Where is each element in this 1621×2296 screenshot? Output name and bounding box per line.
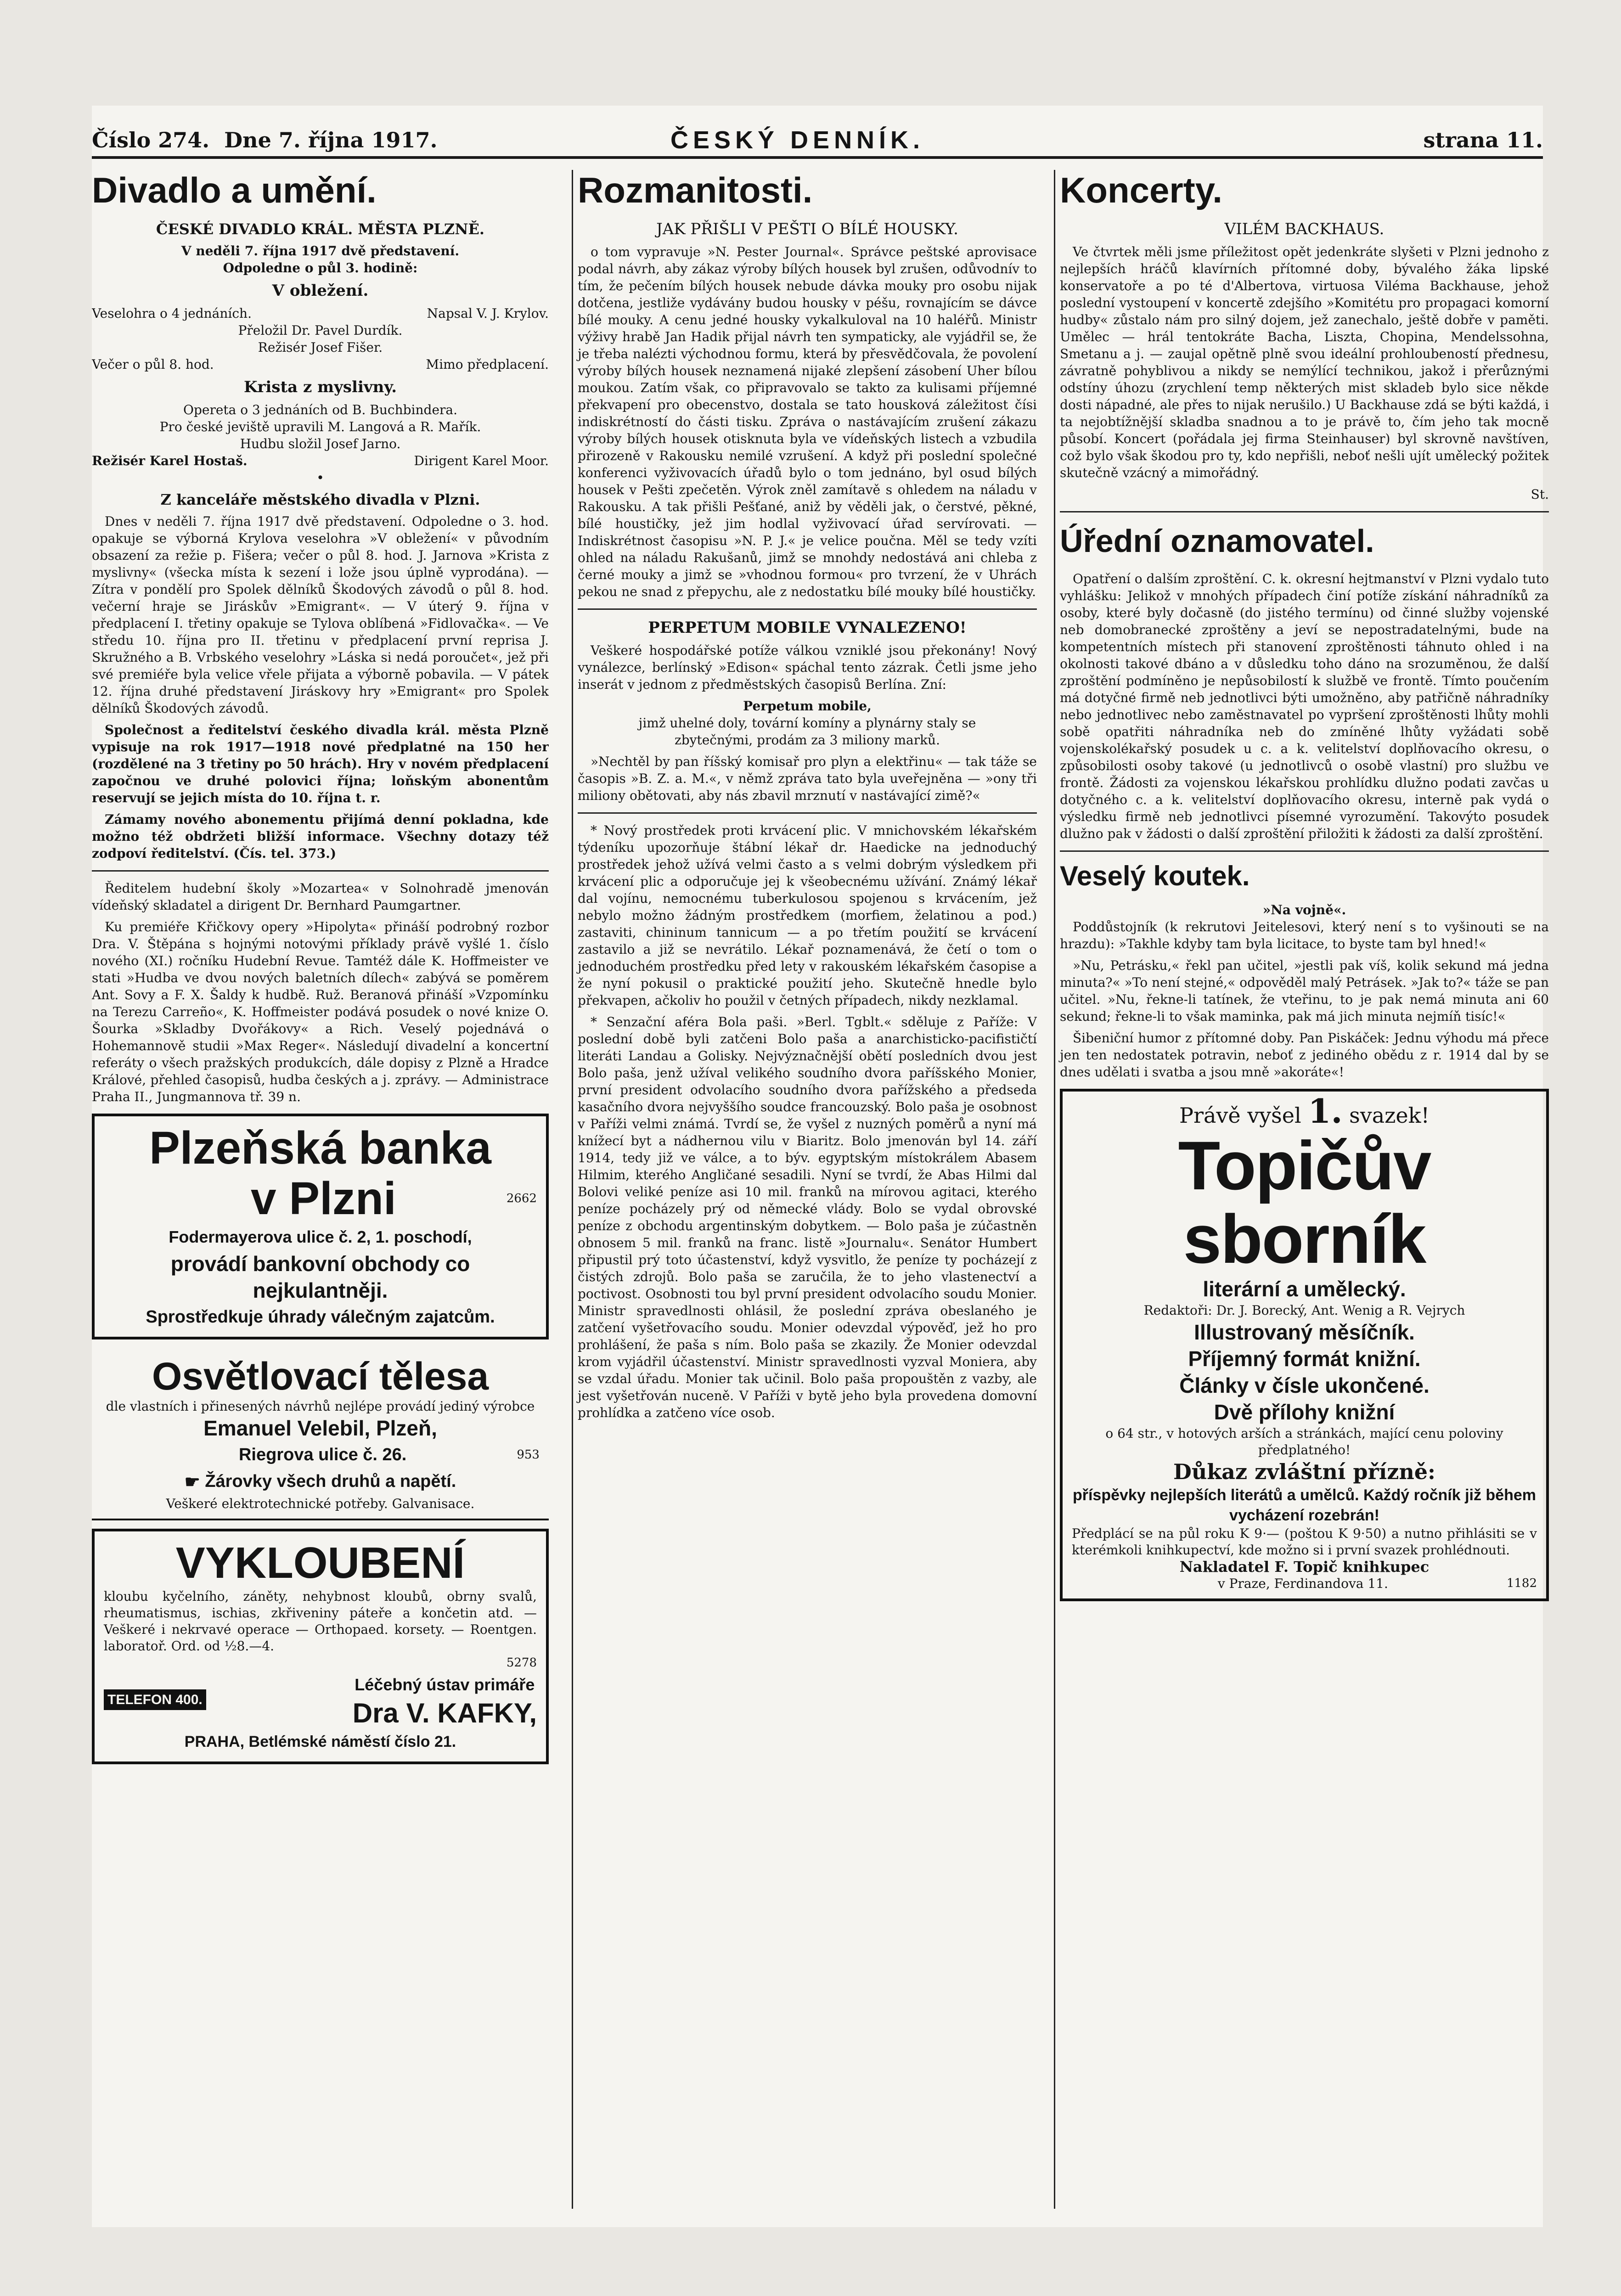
- afternoon-line: Odpoledne o půl 3. hodině:: [223, 260, 418, 276]
- ad-topic-bullet1: Illustrovaný měsíčník.: [1194, 1320, 1415, 1344]
- article-backhaus: Ve čtvrtek měli jsme příležitost opět jedenkráte slyšeti v Plzni jednoho z nejlepších hráčů klavírních přítomné doby, bývalého žáka lipské konservatoře a po té d'Albertova, virtuosa Viléma Backhause, jehož poslední vystoupení v koncertě zdejšího »Komitétu pro propagaci komorní hudby« zůstalo nám pro silný dojem, jež zanechalo, ještě dobře v paměti. Umělec — hrál tentokráte Bacha, Liszta, Chopina, Mendelssohna, Smetanu a j. — zaujal opětně plně svou ideální prohloubeností přednesu, závratně pohyblivou a nikdy se nemýlící technikou, jakož i přerůznými odstíny úhozu (zrychlení temp některých mist skladeb bylo sice někde dosti nápadné, ale přes to nijak nerušilo.) U Backhause zdá se býti každá, i ta nejobtížnější skladba snadnou a to je právě to, čím jeho tak mocně působí. Koncert (pořádala jej firma Steinhauser) byl skrovně navštíven, což bylo však škodou pro ty, kdo nepřišli, neboť nešli ujít umělecký požitek skutečně vzácný a mimořádný.: [1060, 244, 1549, 480]
- ad-topic-title: Topičův sborník: [1178, 1127, 1431, 1277]
- article-perpetuum-end: »Nechtěl by pan říšský komisař pro plyn a elektřinu« — tak táže se časopis »B. Z. a. M.«, v němž zpráva tato byla uveřejněna — »ony tři miliony obětovati, aby nás zbavil mrznutí v nastávající zimě?«: [578, 754, 1037, 803]
- play2-music: Hudbu složil Josef Jarno.: [240, 436, 401, 451]
- box-office-paragraph: Zámamy nového abonementu přijímá denní pokladna, kde možno též obdržeti bližší informace. Všechny dotazy též zodpoví ředitelství. (Čís. tel. 373.): [92, 812, 549, 861]
- article-official: Opatření o dalším zproštění. C. k. okresní hejtmanství v Plzni vydalo tuto vyhlášku: Jelikož v mnohých případech činí potíže získání náhradníků za osoby, které byly dočasně (do jistého termínu) od činné služby vojenské neb domobranecké zproštěny a jeví se nepostradatelnými, bude na kompetentních místech při stanovení zproštěnosti táhnuto ohled i na okolnosti takové dbáno a v důsledku toho dáno na srozuměnou, že další zproštění podmíněno je nepůsobilostí k službě ve frontě. Tímto poučením má dotyčné firmě neb jednotlivci býti umožněno, aby patřičně náhradníky nebo jednotlivec nebo zaměstnavatel po vypršení zproštěnosti lhůty mohli sobě opatřiti náhradníka neb do zmíněné lhůty vyžádati sobě vojenskolékařský posudek u c. a k. velitelství doplňovacího okresu, o způsobilosti osoby takové (u jednotlivců o osobě vlastní) pro službu ve frontě. Žádosti za vojenskou lékařskou prohlídku dlužno podati zavčas u dotyčného c. a k. velitelství doplňovacího okresu, interně pak vydá o výsledku firmě neb jednotlivci písemné vyrozumění. Takovýto posudek dlužno pak v žádosti o další zproštění přiložiti k žádosti za další zproštění.: [1060, 571, 1549, 841]
- ad-kafka-clinic: Léčebný ústav primáře: [355, 1675, 535, 1694]
- ad-bank-line3: provádí bankovní obchody co nejkulantněji.: [170, 1252, 470, 1302]
- article-title-rolls: JAK PŘIŠLI V PEŠTI O BÍLÉ HOUSKY.: [656, 220, 958, 238]
- ad-lighting-supplies: Veškeré elektrotechnické potřeby. Galvanisace.: [166, 1496, 475, 1511]
- ad-topic-line1b: svazek!: [1349, 1103, 1430, 1128]
- subscription-paragraph: Společnost a ředitelství českého divadla král. města Plzně vypisuje na rok 1917—1918 nové předplatné na 150 her (rozdělené na 3 třetiny po 50 hrách). Hry v novém předplacení započnou ve druhé polovici října; loňským abonentům reservují se jejich místa do 10. října t. r.: [92, 722, 549, 805]
- play1-title: V obležení.: [272, 281, 369, 300]
- play2-staff-row: Režisér Karel Hostaš. Dirigent Karel Moor.: [92, 453, 549, 468]
- ad-kafka-doctor: Dra V. KAFKY,: [352, 1697, 537, 1728]
- joke1-title: »Na vojně«.: [1262, 902, 1346, 917]
- masthead: [92, 124, 1543, 159]
- ad-bank-city: v Plzni: [251, 1173, 396, 1224]
- ad-topic-editors: Redaktoři: Dr. J. Borecký, Ant. Wenig a R. Vejrych: [1143, 1303, 1465, 1318]
- ad-lighting-street: Riegrova ulice č. 26.: [238, 1445, 407, 1464]
- joke3: Šibeniční humor z přítomné doby. Pan Piskáček: Jednu výhodu má přece jen ten nedostatek potravin, neboť z jediného obědu z r. 1914 dal by se dnes udělati i svatba a jsou mně »akoráte«!: [1060, 1030, 1549, 1080]
- article-rolls: o tom vypravuje »N. Pester Journal«. Správce peštské aprovisace podal návrh, aby zákaz výroby bílých housek byl zrušen, odůvodnív to tím, že pečením bílých housek nebude dávka mouky pro osobu nijak dotčena, jestliže vydávány budou housky v péšu, rovnajícím se dávce bílé mouky. A cenu jedné housky vykalkuloval na 10 haléřů. Ministr výživy hrabě Jan Hadik přijal návrh ten sympaticky, ale vyjádřil se, že je třeba nalézti východnou formu, která by přesvědčovala, že povolení výroby bílých housek neznamená nijaké zlepšení zásobení Uher bílou moukou. Zatím však, co připravovalo se takto za kulisami příjemné překvapení pro obecenstvo, dostala se tato housková záležitost čísi indiskrétností do části tisku. Zpráva o nastávajícím zrušení zákazu výroby bílých housek otisknuta byla ve vídeňských listech a vzbudila přirozeně v Rakousku nemilé vzrušení. A když při poslední společné konferenci vyživovacích úřadů bylo o tom jednáno, byl osud bílých housek v Pešti zpečetěn. Výrok zněl zamítavě s ohledem na náladu v Rakousku. A tak přišli Pešťané, aniž by věděli jak, o čerstvé, pěkné, bílé houstičky, jež jim hodlal vyživovací úřad servírovati. — Indiskrétnost časopisu »N. P. J.« je velice poučna. Měl se tedy vzíti ohled na náladu Rakušanů, jimž se mnohdy nedostává ani chleba z černé mouky a jimž se »vhodnou formou« pro tvrzení, že v Uhrách pekou ne snad z přepychu, ale z nedostatku bílé mouky bílé houstičky.: [578, 244, 1037, 599]
- ad-topic-bullet4: Dvě přílohy knižní: [1214, 1400, 1395, 1424]
- ad-topic-proof: Důkaz zvláštní přízně:: [1173, 1459, 1436, 1484]
- section-heading-humor: Veselý koutek.: [1060, 861, 1250, 891]
- article-title-perpetuum: PERPETUM MOBILE VYNALEZENO!: [648, 619, 967, 637]
- ad-topic-code: 1182: [1506, 1576, 1537, 1590]
- page-number: strana 11.: [1423, 128, 1543, 152]
- office-paragraph: Dnes v neděli 7. října 1917 dvě představení. Odpoledne o 3. hod. opakuje se výborná Krylova veselohra »V obležení« v původním obsazení za režie p. Fišera; večer o půl 8. hod. J. Jarnova »Krista z myslivny« (všecka místa k sezení i lože jsou úplně vyprodána). — Zítra v pondělí pro Spolek dělníků Škodových závodů o půl 8. hod. večerní hraje se Jiráskův »Emigrant«. — V úterý 9. října v předplacení I. třetiny opakuje se Tylova oblíbená »Fidlovačka«. — Ve středu 10. října pro II. třetinu v předplacení první reprisa J. Skružného a B. Vrbského veselohry »Láska si nedá poroučet«, jež při své premiéře byla velice vřele přijata a výborně pobavila. — V pátek 12. října druhé představení Jiráskovy hry »Emigrant« pro Spolek dělníků Škodových závodů.: [92, 514, 549, 716]
- theatre-name: ČESKÉ DIVADLO KRÁL. MĚSTA PLZNĚ.: [156, 220, 485, 238]
- perpetuum-ad-text: jimž uhelné doly, tovární komíny a plynárny staly se zbytečnými, prodám za 3 miliony marků.: [638, 715, 976, 748]
- play1-director: Režisér Josef Fišer.: [258, 340, 383, 355]
- divider: [578, 608, 1037, 610]
- ad-lighting-number: 953: [517, 1447, 540, 1462]
- ad-bank-address: Fodermayerova ulice č. 2, 1. poschodí,: [169, 1227, 472, 1246]
- mozarteum-paragraph: Ředitelem hudební školy »Mozartea« v Solnohradě jmenován vídeňský skladatel a dirigent Dr. Bernhard Paumgartner.: [92, 881, 549, 913]
- ad-plzenska-banka: [92, 1114, 549, 1339]
- ad-topic-text1: o 64 str., v hotových arších a stránkách, mající cenu poloviny předplatného!: [1105, 1426, 1503, 1458]
- ad-topic-price: Předplácí se na půl roku K 9·— (poštou K 9·50) a nutno přihlásiti se v kterémkoli knihkupectví, kde možno si i první svazek prohlédnouti.: [1072, 1526, 1537, 1558]
- section-heading-official: Úřední oznamovatel.: [1060, 523, 1374, 559]
- article-signature: St.: [1531, 487, 1549, 502]
- issue-date: Číslo 274. Dne 7. října 1917.: [92, 128, 438, 152]
- ad-velebil: [92, 1348, 549, 1520]
- section-heading-theatre: Divadlo a umění.: [92, 170, 377, 210]
- sunday-line: V neděli 7. října 1917 dvě představení.: [181, 243, 460, 259]
- pointing-hand-icon: ☛: [184, 1472, 200, 1492]
- ad-kafka: [92, 1529, 549, 1764]
- opera-paragraph: Ku premiéře Křičkovy opery »Hipolyta« přináší podrobný rozbor Dra. V. Štěpána s hojnými notovými příklady právě vyšlé 1. číslo nového (XI.) ročníku Hudební Revue. Tamtéž dále K. Hoffmeister ve stati »Hudba ve dvou nových baletních dílech« zabývá se poměrem Ant. Sovy a F. X. Šaldy k hudbě. Ruž. Beranová přináší »Vzpomínku na Terezu Carreño«, K. Hoffmeister podává posudek o nové knize O. Šourka »Skladby Dvořákovy« a Rich. Veselý pojednává o Hohemannově studii »Max Reger«. Následují divadelní a koncertní referáty o všech pražských produkcích, dále dopisy z Plzně a Hradce Králové, přehled časopisů, hudba českých a j. zprávy. — Administrace Praha II., Jungmannova tř. 39 n.: [92, 919, 549, 1104]
- column-miscellany: [572, 170, 1037, 2209]
- ad-lighting-title: Osvětlovací tělesa: [152, 1355, 489, 1398]
- ad-kafka-phone: TELEFON 400.: [104, 1689, 206, 1710]
- play2-genre: Opereta o 3 jednáních od B. Buchbindera.: [183, 402, 457, 417]
- bullet-divider: •: [316, 470, 324, 485]
- ad-kafka-title: VYKLOUBENÍ: [175, 1538, 465, 1587]
- section-heading-miscellany: Rozmanitosti.: [578, 170, 813, 210]
- article-title-backhaus: VILÉM BACKHAUS.: [1224, 220, 1385, 238]
- ad-topic-line1: Právě vyšel: [1179, 1103, 1301, 1128]
- ad-topic-publisher: Nakladatel F. Topič knihkupec: [1179, 1558, 1430, 1576]
- ad-bank-name: Plzeňská banka: [149, 1122, 491, 1174]
- evening-row: Večer o půl 8. hod. Mimo předplacení.: [92, 357, 549, 372]
- column-theatre: [92, 170, 549, 2209]
- ad-topicuv-sbornik: [1060, 1089, 1549, 1601]
- section-heading-concerts: Koncerty.: [1060, 170, 1222, 210]
- ad-topic-bullet2: Příjemný formát knižní.: [1188, 1347, 1421, 1371]
- ad-lighting-text: dle vlastních i přinesených návrhů nejlépe provádí jediný výrobce: [106, 1399, 535, 1414]
- ad-bank-line4: Sprostředkuje úhrady válečným zajatcům.: [146, 1307, 495, 1327]
- ad-kafka-text: kloubu kyčelního, záněty, nehybnost kloubů, obrny svalů, rheumatismus, ischias, zkřiveniny páteře a končetin atd. — Veškeré i nekrvavé operace — Orthopaed. korsety. — Roentgen. laboratoř. Ord. od ½8.—4.: [104, 1588, 537, 1654]
- newspaper-title: ČESKÝ DENNÍK.: [670, 126, 925, 154]
- divider: [1060, 511, 1549, 512]
- divider: [92, 870, 549, 872]
- article-lung-bleeding: * Nový prostředek proti krvácení plic. V mnichovském lékařském týdeníku upozorňuje štábní lékař dr. Haedicke na jednoduchý prostředek jehož užívá velmi často a s velmi dobrým výsledkem při krvácení plic a odporučuje jej k všeobecnému užívání. Známý lékař dal vojínu, nemocnému tuberkulosou spojenou s krvácením, jež nebylo možno žádným prostředkem (morfiem, želatinou a pod.) zastaviti, chininum tannicum — a po třetím použití se krvácení zastavilo a již se nevrátilo. Lékař poznamenává, že četí o tom o jednoduchém prostředku před lety v rakouském lékařském časopise a že nyní pokusil o praktické použití jeho. Skutečně hnedle bylo překvapen, ačkoliv ho použil v četných případech, nikdy nezklamal.: [578, 823, 1037, 1008]
- play2-adapt: Pro české jeviště upravili M. Langová a R. Mařík.: [159, 419, 481, 434]
- divider: [578, 812, 1037, 814]
- ad-bank-number: 2662: [506, 1191, 537, 1205]
- ad-topic-proof2: příspěvky nejlepších literátů a umělců. Každý ročník již během vycházení rozebrán!: [1072, 1486, 1536, 1524]
- article-bolo-pasha: * Senzační aféra Bola paši. »Berl. Tgblt.« sděluje z Paříže: V poslední době byli zatčeni Bolo paša a anarchisticko-pacifističtí literáti Landau a Golisky. Nejvýznačnější obětí posledních dvou jest Bolo paša, jenž užíval velikého soudního dvora paříšského Monier, první president odvolacího soudního dvora pařížského a předseda kasačního dvora nejvyššího soudce francouzský. Bolo paša je osobnost v Paříži velmi známá. Tvrdí se, že vyšel z nuzných poměrů a nyní má knížecí byt a nádhernou vilu v Biaritz. Bolo jmenován byl 14. září 1914, tedy již ve válce, a to býv. egyptským místokrálem Abasem Hilmim, kterého Angličané sesadili. Nyní se tvrdí, že Abas Hilmi dal Bolovi veliké peníze asi 10 mil. franků na mírovou agitaci, kterého peníze pocházely prý od německé vlády. Bolo se vydal obrovské peníze z obchodu argentinským dobytkem. — Bolo paša je zúčastněn obnosem 5 mil. franků na franc. listě »Journalu«. Senátor Humbert připustil prý toto účastenství, když vysvitlo, že peníze ty pocházejí z čistých zdrojů. Bolo paša se zaručila, že to jeho vlastenectví a poctivost. Osobnosti tou byl první president odvolacího soudu Monier. Ministr spravedlnosti ohlásil, že poslední zpráva obeslaného je zatčení vyšetřovacího soudu. Monier odevzdal výpověď, jež ho pro prohlášení, že paša s ním. Bolo paša se zkazily. Že Monier odevzdal krom vyjádřil účastenství. Ministr spravedlnosti vyzval Moniera, aby se vzdal úřadu. Monier tak učinil. Bolo paša propouštěn z vazby, ale jest vyšetřován nuceně. V Paříži v bytě jeho byla provedena domovní prohlídka a zatčeno více osob.: [578, 1014, 1037, 1420]
- play2-title: Krista z myslivny.: [243, 378, 397, 396]
- ad-topic-bullet3: Články v čísle ukončené.: [1179, 1373, 1430, 1397]
- office-title: Z kanceláře městského divadla v Plzni.: [160, 491, 480, 508]
- ad-topic-city: v Praze, Ferdinandova 11.: [1217, 1576, 1388, 1591]
- article-perpetuum: Veškeré hospodářské potíže válkou vzniklé jsou překonány! Nový vynálezce, berlínský »Edison« spáchal tento zázrak. Četli jsme jeho inserát v jednom z předměstských časopisů Berlína. Zní:: [578, 643, 1037, 692]
- joke1: Poddůstojník (k rekrutovi Jeitelesovi, který není s to vyšinouti se na hrazdu): »Takhle kdyby tam byla licitace, to byste tam byl hned!«: [1060, 919, 1549, 951]
- divider: [1060, 850, 1549, 852]
- ad-kafka-address: PRAHA, Betlémské náměstí číslo 21.: [184, 1733, 456, 1750]
- joke2: »Nu, Petrásku,« řekl pan učitel, »jestli pak víš, kolik sekund má jedna minuta?« »To není stejné,« odpověděl malý Petrásek. »Jak to?« táže se pan učitel. »Nu, řekne-li tatínek, že vteřinu, to je pak nemá minuta ani 60 sekund; řekne-li to však maminka, pak má jich minuta nejmíň tisíc!«: [1060, 958, 1549, 1024]
- play1-genre-row: Veselohra o 4 jednáních. Napsal V. J. Krylov.: [92, 306, 549, 321]
- ad-lighting-name: Emanuel Velebil, Plzeň,: [203, 1416, 437, 1440]
- column-concerts: [1054, 170, 1549, 2209]
- newspaper-page: [92, 106, 1549, 2227]
- ad-lighting-bulbs: Žárovky všech druhů a napětí.: [205, 1472, 456, 1491]
- perpetuum-ad-title: Perpetum mobile,: [743, 698, 872, 714]
- ad-topic-sub: literární a umělecký.: [1203, 1277, 1406, 1301]
- play1-translator: Přeložil Dr. Pavel Durdík.: [238, 323, 403, 338]
- ad-topic-volume: 1.: [1308, 1092, 1343, 1131]
- ad-kafka-number: 5278: [506, 1655, 537, 1670]
